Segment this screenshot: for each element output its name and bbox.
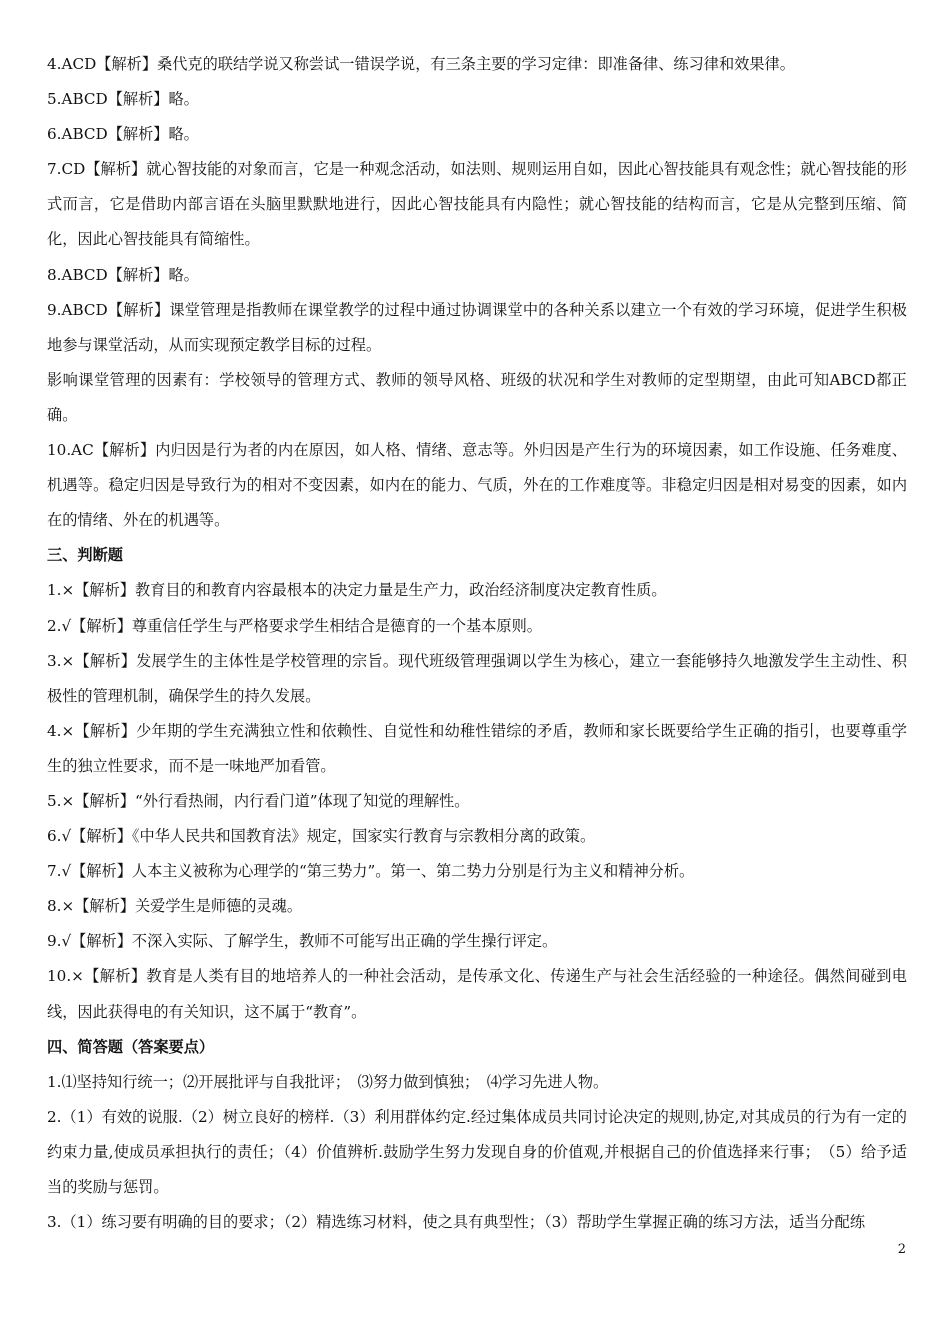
section-heading-judgment: 三、判断题	[47, 546, 123, 565]
page-number: 2	[897, 1242, 906, 1257]
paragraph: 8.ABCD【解析】略。	[47, 265, 199, 284]
paragraph: 1.⑴坚持知行统一；⑵开展批评与自我批评； ⑶努力做到慎独； ⑷学习先进人物。	[47, 1072, 609, 1091]
paragraph: 5.×【解析】“外行看热闹，内行看门道”体现了知觉的理解性。	[47, 791, 470, 810]
paragraph: 5.ABCD【解析】略。	[47, 90, 199, 109]
paragraph: 影响课堂管理的因素有：学校领导的管理方式、教师的领导风格、班级的状况和学生对教师的定型期望，由此可知ABCD都正确。	[47, 370, 907, 424]
paragraph: 3.（1）练习要有明确的目的要求；（2）精选练习材料，使之具有典型性；（3）帮助学生掌握正确的练习方法，适当分配练	[47, 1213, 866, 1232]
section-heading-short-answer: 四、简答题（答案要点）	[47, 1037, 215, 1056]
paragraph: 6.√【解析】《中华人民共和国教育法》规定，国家实行教育与宗教相分离的政策。	[47, 827, 596, 846]
paragraph: 3.×【解析】发展学生的主体性是学校管理的宗旨。现代班级管理强调以学生为核心，建立一套能够持久地激发学生主动性、积极性的管理机制，确保学生的持久发展。	[47, 651, 907, 705]
paragraph: 4.ACD【解析】桑代克的联结学说又称尝试一错误学说，有三条主要的学习定律：即准备律、练习律和效果律。	[47, 55, 795, 73]
paragraph: 2.√【解析】尊重信任学生与严格要求学生相结合是德育的一个基本原则。	[47, 616, 542, 635]
paragraph: 2.（1）有效的说服.（2）树立良好的榜样.（3）利用群体约定.经过集体成员共同讨论决定的规则,协定,对其成员的行为有一定的约束力量,使成员承担执行的责任；（4）价值辨析.鼓励学生努力发现自身的价值观,并根据自己的价值选择来行事； （5）给予适当的奖励与惩罚。	[47, 1107, 907, 1196]
paragraph: 7.√【解析】人本主义被称为心理学的“第三势力”。第一、第二势力分别是行为主义和精神分析。	[47, 862, 695, 881]
paragraph: 4.×【解析】少年期的学生充满独立性和依赖性、自觉性和幼稚性错综的矛盾，教师和家长既要给学生正确的指引，也要尊重学生的独立性要求，而不是一味地严加看管。	[47, 721, 907, 775]
paragraph: 8.×【解析】关爱学生是师德的灵魂。	[47, 897, 303, 916]
paragraph: 7.CD【解析】就心智技能的对象而言，它是一种观念活动，如法则、规则运用自如，因此心智技能具有观念性；就心智技能的形式而言，它是借助内部言语在头脑里默默地进行，因此心智技能具有内隐性；就心智技能的结构而言，它是从完整到压缩、简化，因此心智技能具有简缩性。	[47, 160, 907, 249]
paragraph: 9.√【解析】不深入实际、了解学生，教师不可能写出正确的学生操行评定。	[47, 932, 558, 951]
paragraph: 10.×【解析】教育是人类有目的地培养人的一种社会活动，是传承文化、传递生产与社会生活经验的一种途径。偶然间碰到电线，因此获得电的有关知识，这不属于“教育”。	[47, 967, 907, 1021]
paragraph: 6.ABCD【解析】略。	[47, 125, 199, 144]
paragraph: 10.AC【解析】内归因是行为者的内在原因，如人格、情绪、意志等。外归因是产生行为的环境因素，如工作设施、任务难度、机遇等。稳定归因是导致行为的相对不变因素，如内在的能力、气质，外在的工作难度等。非稳定归因是相对易变的因素，如内在的情绪、外在的机遇等。	[47, 441, 907, 530]
paragraph: 9.ABCD【解析】课堂管理是指教师在课堂教学的过程中通过协调课堂中的各种关系以建立一个有效的学习环境，促进学生积极地参与课堂活动，从而实现预定教学目标的过程。	[47, 300, 907, 354]
document-body	[47, 47, 907, 1240]
paragraph: 1.×【解析】教育目的和教育内容最根本的决定力量是生产力，政治经济制度决定教育性质。	[47, 581, 667, 600]
